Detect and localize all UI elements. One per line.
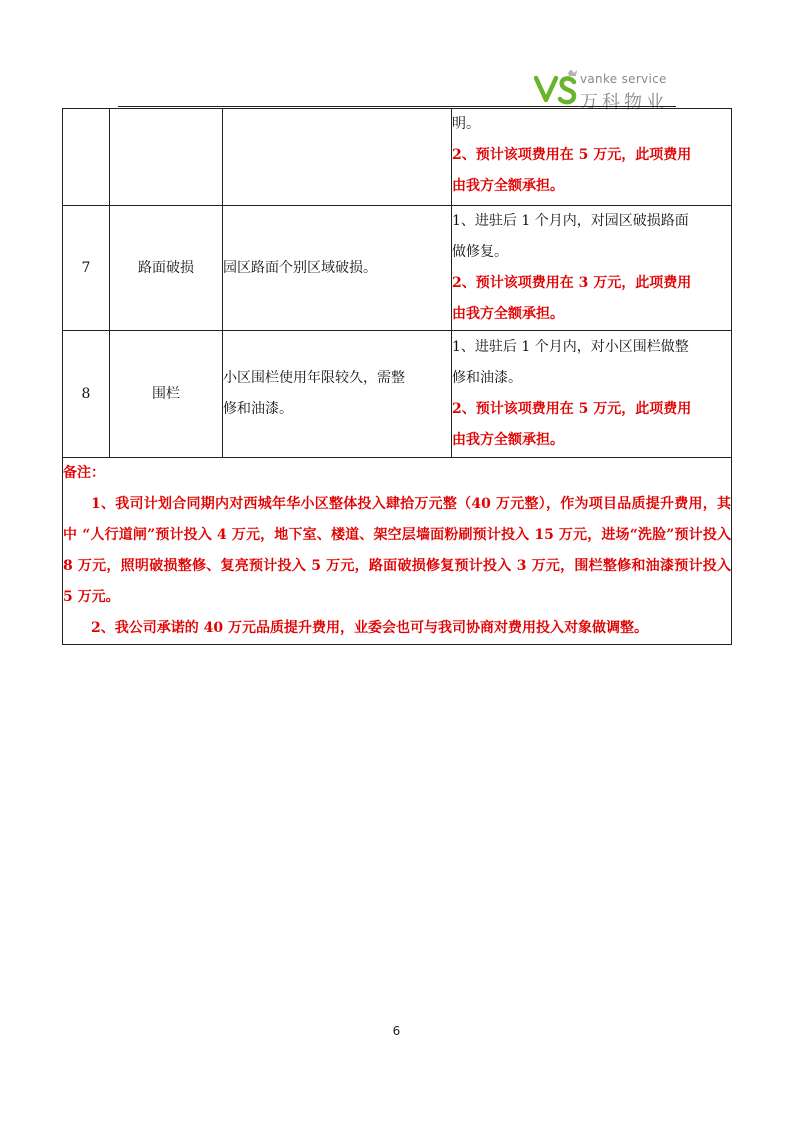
row-number: 7 xyxy=(63,206,110,331)
row-plan xyxy=(452,206,732,331)
notes-cell xyxy=(63,458,732,645)
row-description xyxy=(223,206,452,331)
vanke-service-logo xyxy=(534,60,679,113)
plan-cost-line: 2、预计该项费用在 3 万元，此项费用 xyxy=(452,275,692,291)
row-description xyxy=(223,109,452,206)
table-row xyxy=(63,331,732,458)
vanke-logo-icon xyxy=(534,70,580,106)
plan-cost-line: 2、预计该项费用在 5 万元，此项费用 xyxy=(452,147,692,163)
logo-text-en: vanke service xyxy=(580,72,667,86)
page-number: 6 xyxy=(392,1024,401,1038)
plan-cost-line: 由我方全额承担。 xyxy=(452,432,564,448)
description-line: 修和油漆。 xyxy=(223,401,293,417)
notes-row xyxy=(63,458,732,645)
row-item: 路面破损 xyxy=(110,206,223,331)
plan-line: 1、进驻后 1 个月内，对园区破损路面 xyxy=(452,213,689,229)
header-rule xyxy=(118,106,676,107)
plan-line: 做修复。 xyxy=(452,244,508,260)
notes-paragraph-2: 2、我公司承诺的 40 万元品质提升费用，业委会也可与我司协商对费用投入对象做调整。 xyxy=(91,620,648,636)
row-plan xyxy=(452,331,732,458)
row-number xyxy=(63,109,110,206)
description-line: 园区路面个别区域破损。 xyxy=(223,259,377,276)
row-plan xyxy=(452,109,732,206)
notes-title: 备注： xyxy=(63,465,105,481)
logo-text-cn: 万科物业 xyxy=(580,92,668,113)
plan-cost-line: 由我方全额承担。 xyxy=(452,178,564,194)
table-row xyxy=(63,109,732,206)
plan-line: 明。 xyxy=(452,116,480,132)
plan-cost-line: 由我方全额承担。 xyxy=(452,306,564,322)
improvement-table xyxy=(62,108,732,645)
plan-cost-line: 2、预计该项费用在 5 万元，此项费用 xyxy=(452,401,692,417)
table-row xyxy=(63,206,732,331)
description-line: 小区围栏使用年限较久，需整 xyxy=(223,370,405,386)
row-item: 围栏 xyxy=(110,331,223,458)
row-item xyxy=(110,109,223,206)
plan-line: 1、进驻后 1 个月内，对小区围栏做整 xyxy=(452,339,689,355)
notes-paragraph-1: 1、我司计划合同期内对西城年华小区整体投入肆拾万元整（40 万元整），作为项目品质提升费用，其中 “人行道闸”预计投入 4 万元，地下室、楼道、架空层墙面粉刷预计投入 15 万元，进场“洗脸”预计投入 8 万元，照明破损整修、复亮预计投入 5 万元，路面破损修复预计投入 3 万元，围栏整修和油漆预计投入 5 万元。 xyxy=(63,496,731,605)
row-number: 8 xyxy=(63,331,110,458)
plan-line: 修和油漆。 xyxy=(452,370,522,386)
row-description xyxy=(223,331,452,458)
